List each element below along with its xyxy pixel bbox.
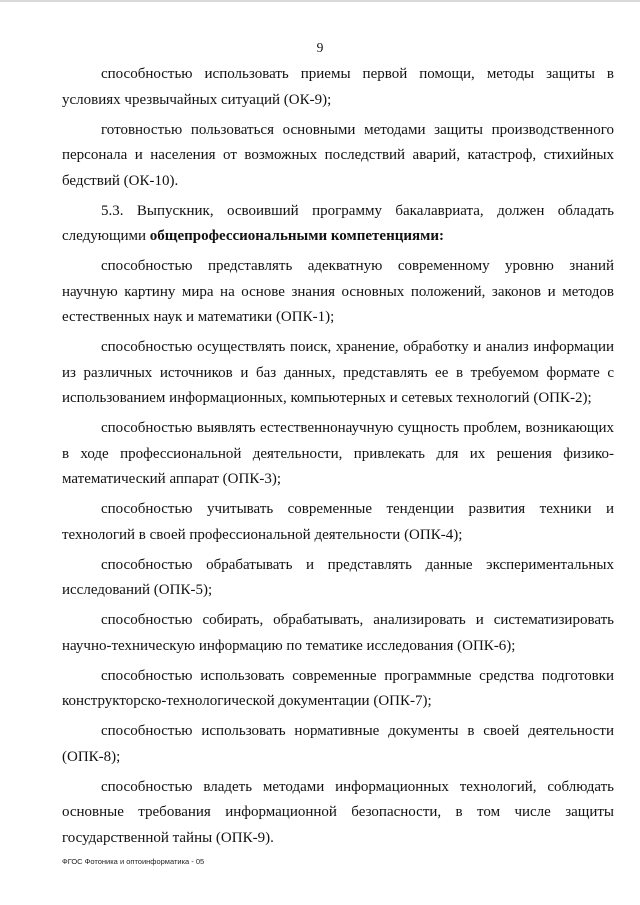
paragraph-opk-2 xyxy=(62,335,614,412)
paragraph-opk-9 xyxy=(62,775,614,852)
paragraph-bold-heading: общепрофессиональными компетенциями: xyxy=(149,228,444,244)
paragraph-text: способностью владеть методами информационных технологий, соблюдать основные требования информационной безопасности, в том числе защиты государственной тайны (ОПК-9). xyxy=(62,778,614,846)
paragraph-opk-4 xyxy=(62,497,614,548)
paragraph-opk-5 xyxy=(62,553,614,604)
paragraph-opk-7 xyxy=(62,664,614,715)
paragraph-ok-9 xyxy=(62,62,614,113)
paragraph-text: способностью собирать, обрабатывать, анализировать и систематизировать научно-техническую информацию по тематике исследования (ОПК-6); xyxy=(62,612,614,654)
paragraph-text: способностью осуществлять поиск, хранение, обработку и анализ информации из различных источников и баз данных, представлять ее в требуемом формате с использованием информационных, компьютерных и сетевых технологий (ОПК-2); xyxy=(62,339,614,406)
paragraph-text: способностью использовать современные программные средства подготовки конструкторско-технологической документации (ОПК-7); xyxy=(62,667,614,709)
paragraph-text: способностью учитывать современные тенденции развития техники и технологий в своей профессиональной деятельности (ОПК-4); xyxy=(62,501,614,543)
footer-note: ФГОС Фотоника и оптоинформатика - 05 xyxy=(62,857,205,866)
paragraph-opk-8 xyxy=(62,719,614,770)
page-top-edge xyxy=(0,0,640,2)
paragraph-opk-1 xyxy=(62,254,614,331)
paragraph-ok-10 xyxy=(62,118,614,195)
paragraph-text: готовностью пользоваться основными методами защиты производственного персонала и населения от возможных последствий аварий, катастроф, стихийных бедствий (ОК-10). xyxy=(62,121,614,189)
paragraph-text: способностью представлять адекватную современному уровню знаний научную картину мира на основе знания основных положений, законов и методов естественных наук и математики (ОПК-1); xyxy=(62,258,614,325)
paragraph-text: способностью выявлять естественнонаучную сущность проблем, возникающих в ходе профессиональной деятельности, привлекать для их решения физико-математический аппарат (ОПК-3); xyxy=(62,420,614,487)
paragraph-text: способностью использовать нормативные документы в своей деятельности (ОПК-8); xyxy=(62,723,614,765)
document-body xyxy=(62,62,614,856)
paragraph-section-5-3 xyxy=(62,199,614,250)
paragraph-text: способностью использовать приемы первой помощи, методы защиты в условиях чрезвычайных ситуаций (ОК-9); xyxy=(62,66,614,108)
paragraph-opk-3 xyxy=(62,416,614,493)
page-number: 9 xyxy=(316,40,324,55)
paragraph-text: способностью обрабатывать и представлять данные экспериментальных исследований (ОПК-5); xyxy=(62,556,614,598)
paragraph-opk-6 xyxy=(62,608,614,659)
paragraph-text: 5.3. Выпускник, освоивший программу бакалавриата, должен обладать следующими xyxy=(62,202,614,244)
